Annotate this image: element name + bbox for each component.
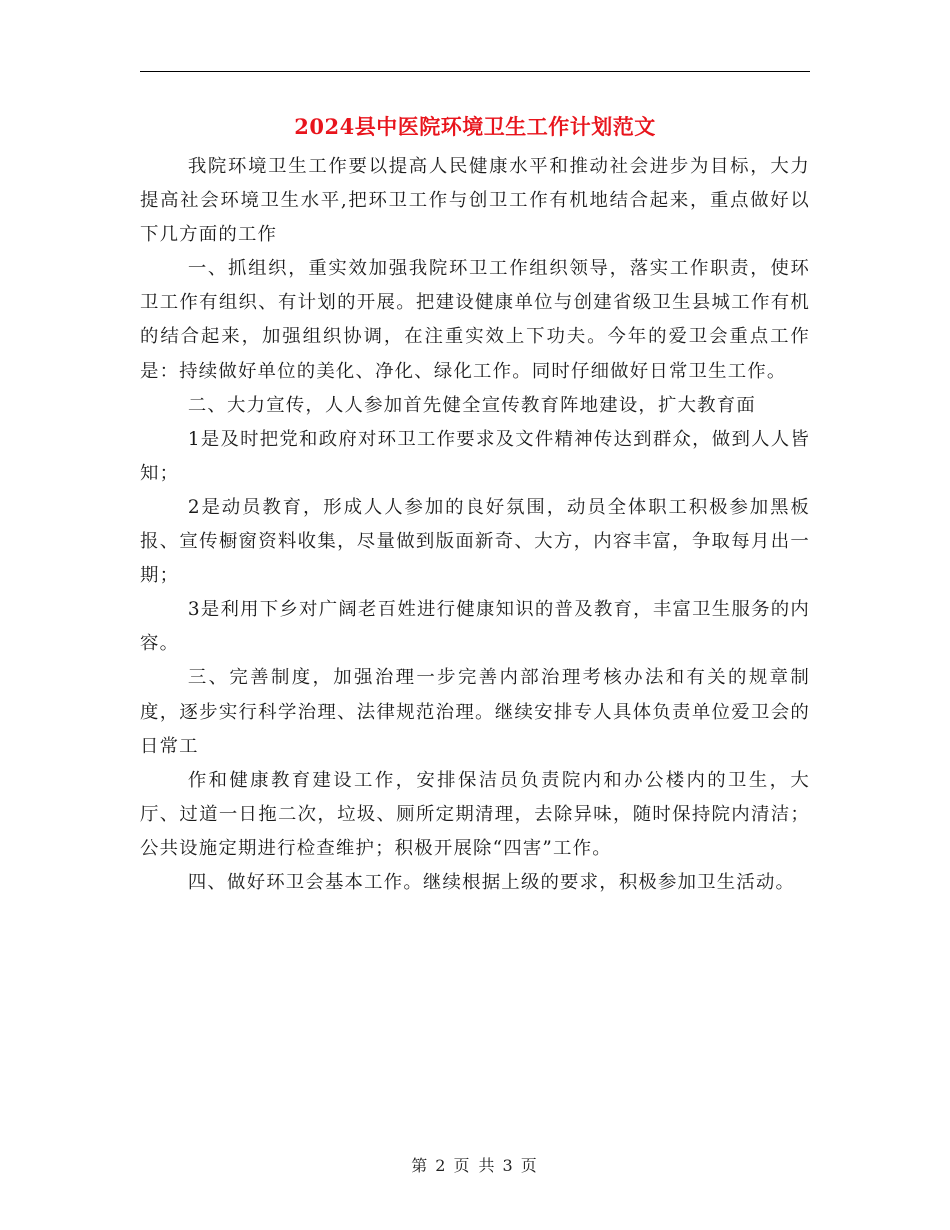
document-title: 2024县中医院环境卫生工作计划范文 <box>294 114 656 139</box>
page-number-footer <box>0 1154 950 1178</box>
paragraph-section-2: 二、大力宣传，人人参加首先健全宣传教育阵地建设，扩大教育面 <box>187 394 756 416</box>
paragraph-item-2: 2是动员教育，形成人人参加的良好氛围，动员全体职工积极参加黑板报、宣传橱窗资料收集，尽量做到版面新奇、大方，内容丰富，争取每月出一期； <box>140 496 810 587</box>
paragraph-section-3: 三、完善制度，加强治理一步完善内部治理考核办法和有关的规章制度，逐步实行科学治理、法律规范治理。继续安排专人具体负责单位爱卫会的日常工 <box>140 667 810 757</box>
footer-middle: 页 共 <box>453 1156 497 1175</box>
paragraph-item-3: 3是利用下乡对广阔老百姓进行健康知识的普及教育，丰富卫生服务的内容。 <box>140 599 810 655</box>
paragraph-section-1: 一、抓组织，重实效加强我院环卫工作组织领导，落实工作职责，使环卫工作有组织、有计划的开展。把建设健康单位与创建省级卫生县城工作有机的结合起来，加强组织协调，在注重实效上下功夫。今年的爱卫会重点工作是：持续做好单位的美化、净化、绿化工作。同时仔细做好日常卫生工作。 <box>140 258 810 382</box>
footer-prefix: 第 <box>411 1156 430 1175</box>
paragraph-item-1: 1是及时把党和政府对环卫工作要求及文件精神传达到群众，做到人人皆知； <box>140 428 810 484</box>
header-rule <box>140 71 810 72</box>
paragraph-section-3-cont: 作和健康教育建设工作，安排保洁员负责院内和办公楼内的卫生，大厅、过道一日拖二次，垃圾、厕所定期清理，去除异味，随时保持院内清洁；公共设施定期进行检查维护；积极开展除“四害”工作。 <box>140 769 810 859</box>
paragraph-section-4: 四、做好环卫会基本工作。继续根据上级的要求，积极参加卫生活动。 <box>187 871 796 893</box>
paragraph-intro: 我院环境卫生工作要以提高人民健康水平和推动社会进步为目标，大力提高社会环境卫生水平,把环卫工作与创卫工作有机地结合起来，重点做好以下几方面的工作 <box>140 156 810 246</box>
footer-total-pages: 3 <box>502 1156 515 1175</box>
document-body <box>140 150 810 900</box>
footer-current-page: 2 <box>435 1156 448 1175</box>
footer-suffix: 页 <box>520 1156 539 1175</box>
